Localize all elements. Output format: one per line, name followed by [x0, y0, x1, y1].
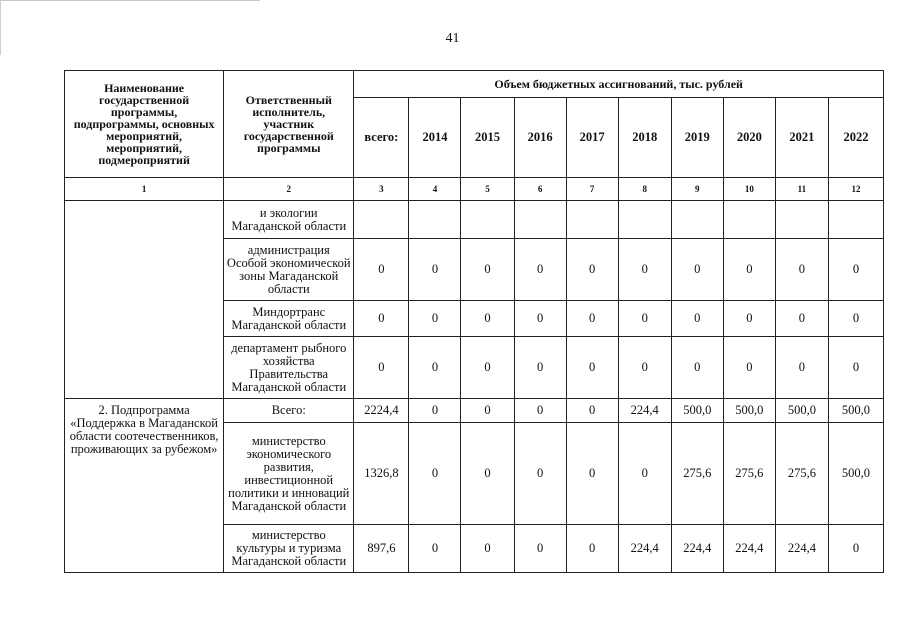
- value-cell: [828, 201, 883, 239]
- column-number: 3: [354, 178, 409, 201]
- value-cell: 500,0: [723, 399, 775, 423]
- header-total: всего:: [354, 97, 409, 177]
- value-cell: 0: [514, 337, 566, 399]
- value-cell: 0: [828, 301, 883, 337]
- value-cell: 0: [409, 301, 461, 337]
- value-cell: 0: [618, 337, 671, 399]
- column-number: 8: [618, 178, 671, 201]
- value-cell: 224,4: [775, 525, 828, 573]
- column-number: 9: [671, 178, 723, 201]
- executor-cell: Всего:: [224, 399, 354, 423]
- value-cell: 224,4: [618, 399, 671, 423]
- value-cell: [775, 201, 828, 239]
- value-cell: 0: [775, 239, 828, 301]
- value-cell: 0: [775, 337, 828, 399]
- value-cell: 500,0: [671, 399, 723, 423]
- value-cell: [671, 201, 723, 239]
- value-cell: 0: [461, 337, 514, 399]
- table-row: [65, 399, 884, 423]
- value-cell: 500,0: [828, 399, 883, 423]
- value-cell: 0: [618, 423, 671, 525]
- value-cell: 0: [566, 337, 618, 399]
- header-budget: Объем бюджетных ассигнований, тыс. рублей: [354, 71, 884, 98]
- value-cell: [566, 201, 618, 239]
- value-cell: 275,6: [775, 423, 828, 525]
- table-row: [65, 201, 884, 239]
- value-cell: 0: [723, 301, 775, 337]
- program-cell: 2. Подпрограмма «Поддержка в Магаданской области соотечественников, проживающих за рубежом»: [65, 399, 224, 573]
- value-cell: 0: [354, 337, 409, 399]
- value-cell: 0: [409, 399, 461, 423]
- header-year: 2021: [775, 97, 828, 177]
- executor-cell: Миндортранс Магаданской области: [224, 301, 354, 337]
- value-cell: 0: [828, 525, 883, 573]
- value-cell: [409, 201, 461, 239]
- header-year: 2019: [671, 97, 723, 177]
- header-year: 2017: [566, 97, 618, 177]
- value-cell: 0: [566, 423, 618, 525]
- header-year: 2020: [723, 97, 775, 177]
- value-cell: 0: [461, 239, 514, 301]
- column-number: 11: [775, 178, 828, 201]
- value-cell: 2224,4: [354, 399, 409, 423]
- value-cell: 0: [514, 301, 566, 337]
- value-cell: 224,4: [618, 525, 671, 573]
- value-cell: 0: [671, 301, 723, 337]
- column-number: 5: [461, 178, 514, 201]
- value-cell: 0: [723, 337, 775, 399]
- value-cell: 275,6: [723, 423, 775, 525]
- value-cell: 0: [514, 399, 566, 423]
- value-cell: 1326,8: [354, 423, 409, 525]
- value-cell: 0: [618, 239, 671, 301]
- column-number: 7: [566, 178, 618, 201]
- value-cell: 0: [566, 525, 618, 573]
- value-cell: 0: [828, 239, 883, 301]
- value-cell: [461, 201, 514, 239]
- header-year: 2016: [514, 97, 566, 177]
- value-cell: 0: [514, 423, 566, 525]
- value-cell: 897,6: [354, 525, 409, 573]
- value-cell: [618, 201, 671, 239]
- value-cell: 0: [828, 337, 883, 399]
- value-cell: 0: [566, 301, 618, 337]
- header-executor: Ответственный исполнитель, участник государственной программы: [224, 71, 354, 178]
- value-cell: 0: [409, 423, 461, 525]
- value-cell: 0: [461, 399, 514, 423]
- scan-artifact-line: [0, 0, 260, 1]
- column-number: 6: [514, 178, 566, 201]
- column-number: 10: [723, 178, 775, 201]
- value-cell: 0: [514, 525, 566, 573]
- value-cell: 0: [461, 301, 514, 337]
- value-cell: 0: [354, 301, 409, 337]
- value-cell: 0: [566, 399, 618, 423]
- program-cell: [65, 201, 224, 399]
- budget-table: [64, 70, 884, 573]
- header-year: 2014: [409, 97, 461, 177]
- column-number: 2: [224, 178, 354, 201]
- value-cell: [723, 201, 775, 239]
- header-name: Наименование государственной программы, подпрограммы, основных мероприятий, мероприятий, подмероприятий: [65, 71, 224, 178]
- value-cell: 500,0: [828, 423, 883, 525]
- value-cell: 224,4: [723, 525, 775, 573]
- value-cell: 0: [514, 239, 566, 301]
- value-cell: 0: [461, 423, 514, 525]
- value-cell: [354, 201, 409, 239]
- executor-cell: министерство экономического развития, инвестиционной политики и инноваций Магаданской области: [224, 423, 354, 525]
- value-cell: 0: [618, 301, 671, 337]
- value-cell: 0: [671, 239, 723, 301]
- value-cell: 0: [566, 239, 618, 301]
- executor-cell: министерство культуры и туризма Магаданской области: [224, 525, 354, 573]
- value-cell: 224,4: [671, 525, 723, 573]
- value-cell: [514, 201, 566, 239]
- value-cell: 0: [775, 301, 828, 337]
- column-number: 4: [409, 178, 461, 201]
- value-cell: 0: [723, 239, 775, 301]
- column-number: 1: [65, 178, 224, 201]
- value-cell: 0: [671, 337, 723, 399]
- value-cell: 0: [461, 525, 514, 573]
- value-cell: 0: [354, 239, 409, 301]
- column-number-row: [65, 178, 884, 201]
- value-cell: 0: [409, 239, 461, 301]
- value-cell: 500,0: [775, 399, 828, 423]
- header-year: 2018: [618, 97, 671, 177]
- executor-cell: администрация Особой экономической зоны Магаданской области: [224, 239, 354, 301]
- header-year: 2015: [461, 97, 514, 177]
- value-cell: 0: [409, 525, 461, 573]
- page-number: 41: [445, 31, 460, 46]
- header-year: 2022: [828, 97, 883, 177]
- executor-cell: департамент рыбного хозяйства Правительства Магаданской области: [224, 337, 354, 399]
- value-cell: 0: [409, 337, 461, 399]
- executor-cell: и экологии Магаданской области: [224, 201, 354, 239]
- column-number: 12: [828, 178, 883, 201]
- value-cell: 275,6: [671, 423, 723, 525]
